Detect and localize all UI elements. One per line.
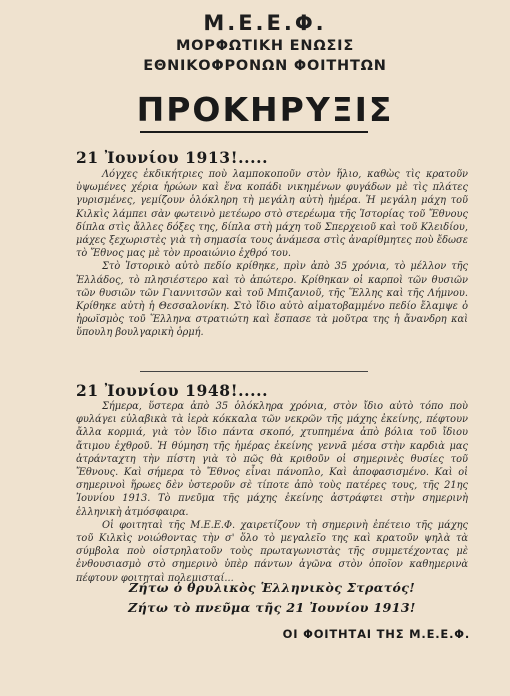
section-1948-paragraph: Οἱ φοιτηταὶ τῆς Μ.Ε.Ε.Φ. χαιρετίζουν τὴ σημερινὴ ἐπέτειο τῆς μάχης τοῦ Κιλκὶς νοιώθοντας τὴν σ' ὅλο τὸ μεγαλεῖο της καὶ κρατοῦν ψηλὰ τὰ σύμβολα ποὺ οἰστρηλατοῦν τοὺς πρωταγωνιστὰς τῆς συμμετέχοντας μὲ ἐνθουσιασμὸ στὸ σημερινὸ ὑπὲρ πάντων ἀγῶνα στὸν ὁποῖον καθημερινὰ πέφτουν φοιτηταὶ πολεμισταί... bbox=[76, 519, 468, 584]
section-1948-body bbox=[76, 400, 468, 585]
proclamation-title: ΠΡΟΚΗΡΥΞΙΣ bbox=[136, 90, 394, 129]
slogan-anniversary: Ζήτω τὸ πνεῦμα τῆς 21 Ἰουνίου 1913! bbox=[128, 600, 416, 615]
section-1913-paragraph: Στὸ Ἱστορικὸ αὐτὸ πεδίο κρίθηκε, πρὶν ἀπὸ 35 χρόνια, τὸ μέλλον τῆς Ἑλλάδος, τὸ πλησιέστερο καὶ τὸ ἀπώτερο. Κρίθηκαν οἱ καρποὶ τῶν θυσιῶν τῶν θυσιῶν τῶν Γιαννιτσῶν καὶ τοῦ Μπιζανιοῦ, τῆς Ἕλλης καὶ τῆς Λήμνου. Κρίθηκε αὐτὴ ἡ Θεσσαλονίκη. Στὸ ἴδιο αὐτὸ αἱματοβαμμένο πεδίο ἔλαμψε ὁ ἡρωϊσμὸς τοῦ Ἕλληνα στρατιώτη καὶ ἔσπασε τὰ μοῦτρα της ἡ ἄνανδρη καὶ ὕπουλη βουλγαρικὴ ὁρμή. bbox=[76, 261, 468, 339]
organization-abbreviation: Μ.Ε.Ε.Φ. bbox=[203, 11, 327, 35]
section-1913-paragraph: Λόγχες ἐκδικήτριες ποὺ λαμποκοποῦν στὸν ἥλιο, καθὼς τὶς κρατοῦν ὑψωμένες χέρια ἡρώων καὶ ἕνα κοπάδι νικημένων φυγάδων μὲ τὶς πλάτες γυρισμένες, γεμίζουν ὁλόκληρη τὴ μεγάλη αὐτὴ ἡμέρα. Ἡ μεγάλη μάχη τοῦ Κιλκὶς λάμπει σὰν φωτεινὸ μετέωρο στὸ στερέωμα τῆς Ἱστορίας τοῦ Ἔθνους δίπλα στὶς ἄλλες δόξες της, δίπλα στὴ μάχη τοῦ Σπερχειοῦ καὶ τοῦ Κλειδίου, μάχες ξεχωριστὲς γιὰ τὴ σημασία τους ἀνάμεσα στὶς ἀναρίθμητες ποὺ ἔδωσε τὸ Ἔθνος μας μὲ τὸν προαιώνιο ἐχθρό του. bbox=[76, 169, 468, 260]
section-divider bbox=[140, 371, 368, 372]
signature: ΟΙ ΦΟΙΤΗΤΑΙ ΤΗΣ Μ.Ε.Ε.Φ. bbox=[282, 627, 470, 641]
section-1913-date: 21 Ἰουνίου 1913!..... bbox=[76, 148, 269, 167]
section-1948-paragraph: Σήμερα, ὕστερα ἀπὸ 35 ὁλόκληρα χρόνια, στὸν ἴδιο αὐτὸ τόπο ποὺ φυλάγει εὐλαβικὰ τὰ ἱερὰ κόκκαλα τῶν νεκρῶν τῆς μάχης ἐκείνης, πέφτουν ἄλλα κορμιά, γιὰ τὸν ἴδιο πάντα σκοπό, χτυπημένα ἀπὸ βόλια τοῦ ἴδιου ἄτιμου ἐχθροῦ. Ἡ θύμηση τῆς ἡμέρας ἐκείνης γεννᾶ μέσα στὴν καρδιὰ μας ἀτράνταχτη τὴν πίστη γιὰ τὸ πῶς θὰ κριθοῦν οἱ σημερινὲς θυσίες τοῦ Ἔθνους. Καὶ σήμερα τὸ Ἔθνος εἶναι πάνοπλο, Καὶ ἀποφασισμένο. Καὶ οἱ σημερινοὶ ἥρωες δὲν ὑστεροῦν σὲ τίποτε ἀπὸ τοὺς πατέρες τους, τῆς 21ης Ἰουνίου 1913. Τὸ πνεῦμα τῆς μάχης ἐκείνης ἀστράφτει στὴν σημερινὴ ἑλληνικὴ ἀτμόσφαιρα. bbox=[76, 401, 468, 518]
slogan-army: Ζήτω ὁ θρυλικὸς Ἑλληνικὸς Στρατός! bbox=[128, 580, 416, 595]
section-1913-body bbox=[76, 168, 468, 340]
organization-name-line-1: ΜΟΡΦΩΤΙΚΗ ΕΝΩΣΙΣ bbox=[175, 38, 355, 54]
title-underline bbox=[140, 131, 368, 133]
organization-name-line-2: ΕΘΝΙΚΟΦΡΟΝΩΝ ΦΟΙΤΗΤΩΝ bbox=[143, 58, 387, 74]
section-1948-date: 21 Ἰουνίου 1948!..... bbox=[76, 381, 269, 400]
